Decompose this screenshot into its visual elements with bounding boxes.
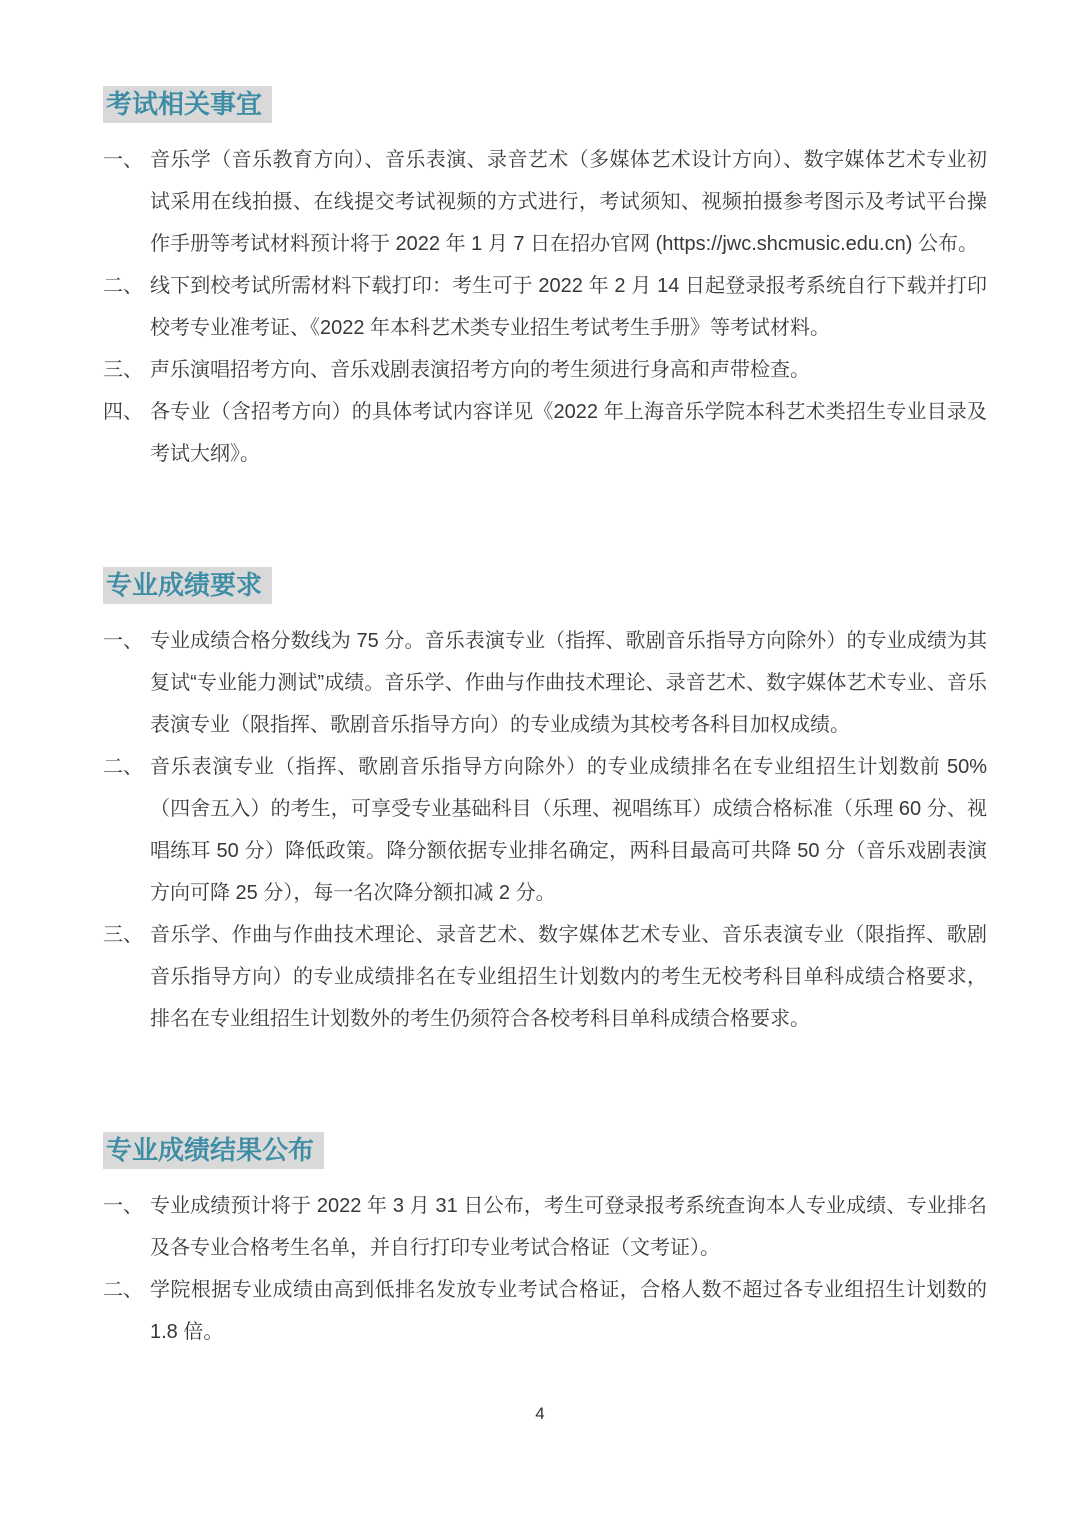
list-item bbox=[103, 349, 987, 391]
list-item bbox=[103, 620, 987, 746]
section-score-requirements bbox=[103, 567, 987, 1040]
item-number: 二、 bbox=[103, 1279, 143, 1301]
list-item bbox=[103, 139, 987, 265]
item-text: 各专业（含招考方向）的具体考试内容详见《2022 年上海音乐学院本科艺术类招生专业目录及考试大纲》。 bbox=[150, 401, 987, 465]
item-number: 二、 bbox=[103, 275, 143, 297]
item-text: 专业成绩合格分数线为 75 分。音乐表演专业（指挥、歌剧音乐指导方向除外）的专业成绩为其复试“专业能力测试”成绩。音乐学、作曲与作曲技术理论、录音艺术、数字媒体艺术专业、音乐表演专业（限指挥、歌剧音乐指导方向）的专业成绩为其校考各科目加权成绩。 bbox=[150, 630, 987, 736]
section-heading bbox=[103, 567, 987, 604]
item-text: 音乐学、作曲与作曲技术理论、录音艺术、数字媒体艺术专业、音乐表演专业（限指挥、歌剧音乐指导方向）的专业成绩排名在专业组招生计划数内的考生无校考科目单科成绩合格要求，排名在专业组招生计划数外的考生仍须符合各校考科目单科成绩合格要求。 bbox=[150, 924, 987, 1030]
item-text: 音乐表演专业（指挥、歌剧音乐指导方向除外）的专业成绩排名在专业组招生计划数前 50%（四舍五入）的考生，可享受专业基础科目（乐理、视唱练耳）成绩合格标准（乐理 60 分、视唱练耳 50 分）降低政策。降分额依据专业排名确定，两科目最高可共降 50 分（音乐戏剧表演方向可降 25 分），每一名次降分额扣减 2 分。 bbox=[150, 756, 987, 904]
item-text: 学院根据专业成绩由高到低排名发放专业考试合格证，合格人数不超过各专业组招生计划数的 1.8 倍。 bbox=[150, 1279, 987, 1343]
item-text: 音乐学（音乐教育方向）、音乐表演、录音艺术（多媒体艺术设计方向）、数字媒体艺术专业初试采用在线拍摄、在线提交考试视频的方式进行，考试须知、视频拍摄参考图示及考试平台操作手册等考试材料预计将于 2022 年 1 月 7 日在招办官网 (https://jwc.shcmusic.edu.cn) 公布。 bbox=[150, 149, 987, 255]
item-number: 一、 bbox=[103, 630, 143, 652]
item-number: 三、 bbox=[103, 359, 143, 381]
item-number: 四、 bbox=[103, 401, 143, 423]
item-text: 声乐演唱招考方向、音乐戏剧表演招考方向的考生须进行身高和声带检查。 bbox=[150, 359, 810, 381]
item-number: 二、 bbox=[103, 756, 143, 778]
page-number: 4 bbox=[535, 1404, 545, 1423]
list-item bbox=[103, 265, 987, 349]
item-number: 一、 bbox=[103, 149, 143, 171]
list-item bbox=[103, 1185, 987, 1269]
list-item bbox=[103, 746, 987, 914]
item-text: 线下到校考试所需材料下载打印：考生可于 2022 年 2 月 14 日起登录报考系统自行下载并打印校考专业准考证、《2022 年本科艺术类专业招生考试考生手册》等考试材料。 bbox=[150, 275, 987, 339]
list-item bbox=[103, 914, 987, 1040]
section-heading-text: 考试相关事宜 bbox=[103, 86, 272, 123]
item-number: 三、 bbox=[103, 924, 143, 946]
section-heading-text: 专业成绩要求 bbox=[103, 567, 272, 604]
list-item bbox=[103, 1269, 987, 1353]
section-heading bbox=[103, 1132, 987, 1169]
section-exam-matters bbox=[103, 86, 987, 475]
document-content bbox=[103, 86, 987, 1353]
list-item bbox=[103, 391, 987, 475]
section-heading bbox=[103, 86, 987, 123]
item-text: 专业成绩预计将于 2022 年 3 月 31 日公布，考生可登录报考系统查询本人专业成绩、专业排名及各专业合格考生名单，并自行打印专业考试合格证（文考证）。 bbox=[150, 1195, 987, 1259]
section-score-publication bbox=[103, 1132, 987, 1353]
section-heading-text: 专业成绩结果公布 bbox=[103, 1132, 324, 1169]
item-number: 一、 bbox=[103, 1195, 143, 1217]
